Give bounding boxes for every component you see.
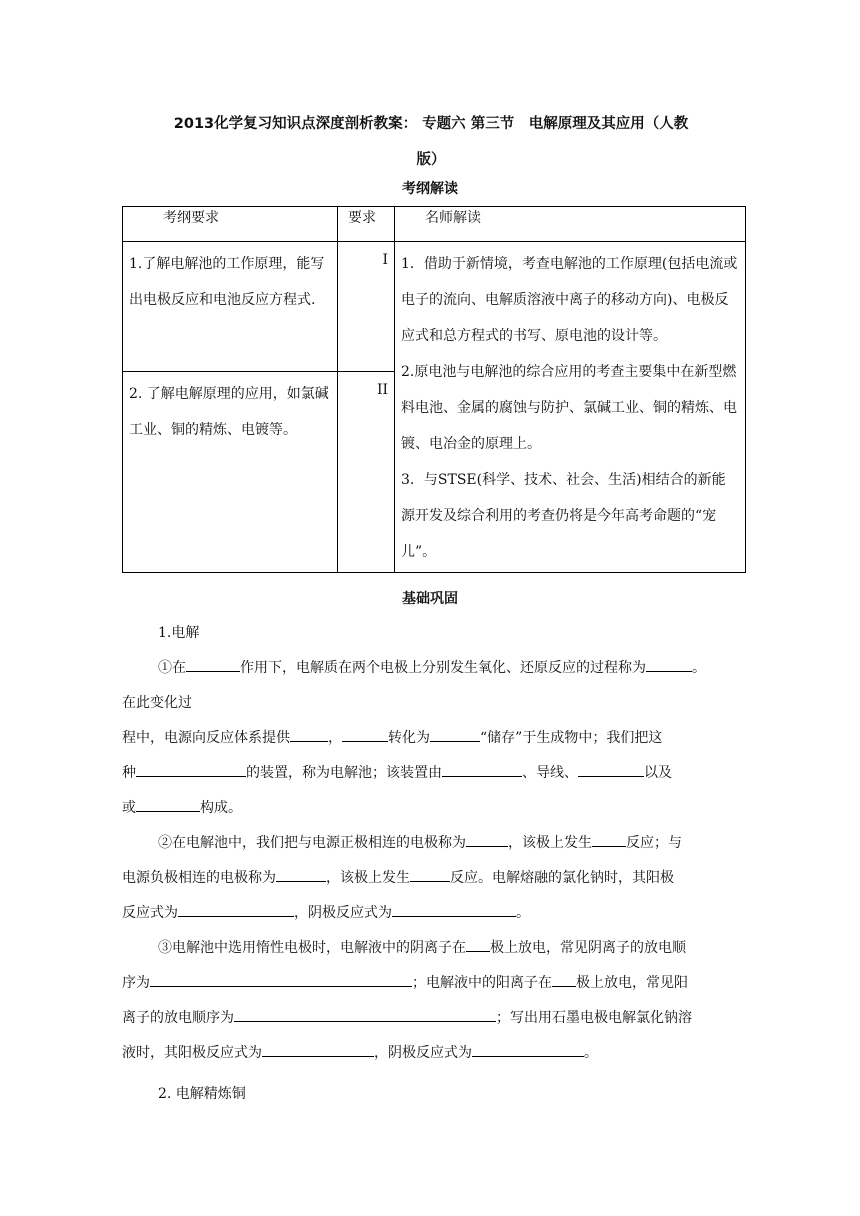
text: 。	[584, 1045, 598, 1061]
document-title	[122, 106, 740, 178]
level-text: I	[382, 252, 388, 268]
body-text	[122, 616, 740, 1112]
header-requirement: 考纲要求	[163, 210, 219, 226]
syllabus-table	[122, 206, 746, 573]
text: 反应；与	[626, 835, 682, 851]
requirement-cell	[123, 372, 338, 573]
paragraph-3-line-2	[122, 966, 740, 1001]
fill-blank[interactable]	[552, 972, 576, 987]
paragraph-1-line-4	[122, 756, 740, 791]
fill-blank[interactable]	[466, 937, 490, 952]
fill-blank[interactable]	[262, 1042, 374, 1057]
header-level: 要求	[348, 210, 376, 226]
text: ；电解液中的阳离子在	[412, 975, 552, 991]
paragraph-1-line-1	[122, 651, 740, 686]
text: 转化为	[388, 730, 430, 746]
title-line-1: 2013化学复习知识点深度剖析教案： 专题六 第三节 电解原理及其应用（人教	[173, 116, 689, 132]
title-line-2: 版）	[416, 152, 446, 168]
fill-blank[interactable]	[178, 902, 294, 917]
fill-blank[interactable]	[646, 657, 692, 672]
interpretation-item: 1．借助于新情境，考查电解池的工作原理(包括电流或电子的流向、电解质溶液中离子的移动方向)、电极反应式和总方程式的书写、原电池的设计等。	[401, 256, 738, 344]
fill-blank[interactable]	[290, 727, 328, 742]
text: 种	[122, 765, 136, 781]
text: 程中，电源向反应体系提供	[122, 730, 290, 746]
fill-blank[interactable]	[430, 727, 480, 742]
fill-blank[interactable]	[342, 727, 388, 742]
table-header-row	[123, 207, 746, 242]
text: 。	[692, 660, 706, 676]
text: 构成。	[200, 800, 242, 816]
text: ①在	[158, 660, 186, 676]
fill-blank[interactable]	[234, 1007, 496, 1022]
interpretation-item: 2.原电池与电解池的综合应用的考查主要集中在新型燃料电池、金属的腐蚀与防护、氯碱工业、铜的精炼、电镀、电冶金的原理上。	[401, 364, 737, 452]
level-cell	[338, 242, 395, 372]
text: ，该极上发生	[326, 870, 410, 886]
paragraph-2-line-2	[122, 861, 740, 896]
fill-blank[interactable]	[410, 867, 450, 882]
paragraph-1-line-2: 在此变化过	[122, 695, 192, 711]
fill-blank[interactable]	[392, 902, 516, 917]
fill-blank[interactable]	[466, 832, 508, 847]
paragraph-3-line-1	[122, 931, 740, 966]
text: ，	[328, 730, 342, 746]
paragraph-2-line-1	[122, 826, 740, 861]
text: 极上放电，常见阳	[576, 975, 688, 991]
fill-blank[interactable]	[578, 762, 644, 777]
fill-blank[interactable]	[150, 972, 412, 987]
text: ，该极上发生	[508, 835, 592, 851]
text: 或	[122, 800, 136, 816]
text: 电源负极相连的电极称为	[122, 870, 276, 886]
text: ，阴极反应式为	[374, 1045, 472, 1061]
paragraph-1-line-5	[122, 791, 740, 826]
text: ②在电解池中，我们把与电源正极相连的电极称为	[158, 835, 466, 851]
table-row	[123, 242, 746, 372]
text: 反应式为	[122, 905, 178, 921]
text: “储存”于生成物中；我们把这	[480, 730, 663, 746]
fill-blank[interactable]	[136, 797, 200, 812]
text: 离子的放电顺序为	[122, 1010, 234, 1026]
text: 的装置，称为电解池；该装置由	[246, 765, 442, 781]
fill-blank[interactable]	[276, 867, 326, 882]
text: 以及	[644, 765, 672, 781]
text: ；写出用石墨电极电解氯化钠溶	[496, 1010, 692, 1026]
paragraph-3-line-4	[122, 1036, 740, 1071]
text: ，阴极反应式为	[294, 905, 392, 921]
requirement-text: 1.了解电解池的工作原理，能写出电极反应和电池反应方程式.	[129, 256, 325, 308]
subheading-electrolysis: 1.电解	[158, 625, 200, 641]
section-heading-jichu: 基础巩固	[402, 591, 458, 607]
text: 序为	[122, 975, 150, 991]
requirement-text: 2. 了解电解原理的应用，如氯碱工业、铜的精炼、电镀等。	[129, 386, 329, 438]
fill-blank[interactable]	[592, 832, 626, 847]
subheading-copper-refining: 2. 电解精炼铜	[158, 1086, 246, 1102]
paragraph-3-line-3	[122, 1001, 740, 1036]
header-cell	[123, 207, 338, 242]
interpretation-cell	[395, 242, 746, 573]
header-cell	[395, 207, 746, 242]
section-heading-kaogang: 考纲解读	[402, 181, 458, 197]
text: 极上放电，常见阴离子的放电顺	[490, 940, 686, 956]
fill-blank[interactable]	[186, 657, 240, 672]
level-cell	[338, 372, 395, 573]
fill-blank[interactable]	[136, 762, 246, 777]
header-cell	[338, 207, 395, 242]
text: 液时，其阳极反应式为	[122, 1045, 262, 1061]
paragraph-1-line-3	[122, 721, 740, 756]
fill-blank[interactable]	[472, 1042, 584, 1057]
text: 反应。电解熔融的氯化钠时，其阳极	[450, 870, 674, 886]
text: ③电解池中选用惰性电极时，电解液中的阴离子在	[158, 940, 466, 956]
level-text: II	[376, 382, 388, 398]
interpretation-item: 3．与STSE(科学、技术、社会、生活)相结合的新能源开发及综合利用的考查仍将是今年高考命题的“宠儿”。	[401, 472, 726, 560]
fill-blank[interactable]	[442, 762, 522, 777]
requirement-cell	[123, 242, 338, 372]
text: 、导线、	[522, 765, 578, 781]
header-interpretation: 名师解读	[425, 210, 481, 226]
paragraph-2-line-3	[122, 896, 740, 931]
text: 。	[516, 905, 530, 921]
text: 作用下，电解质在两个电极上分别发生氧化、还原反应的过程称为	[240, 660, 646, 676]
